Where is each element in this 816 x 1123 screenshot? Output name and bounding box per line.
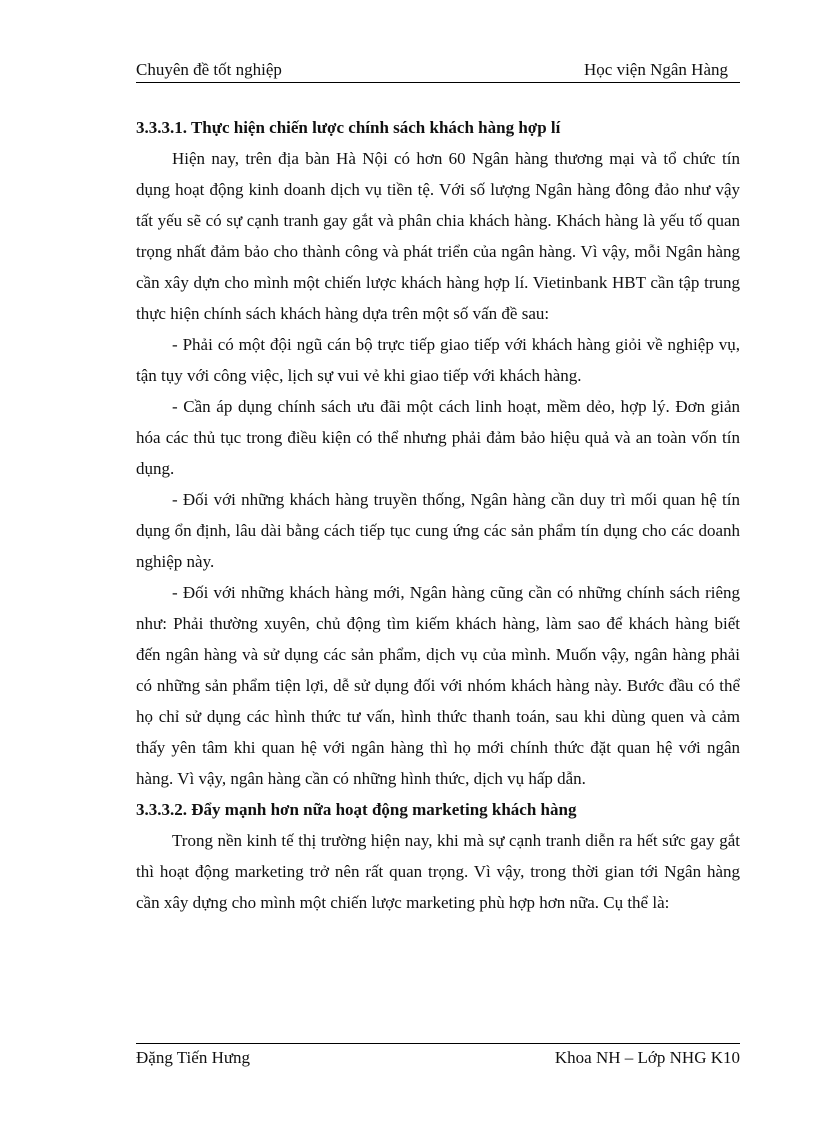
footer-author: Đặng Tiến Hưng: [136, 1048, 251, 1067]
footer-class: Khoa NH – Lớp NHG K10: [554, 1048, 740, 1067]
page-body: [136, 112, 740, 918]
section-heading: 3.3.3.1. Thực hiện chiến lược chính sách khách hàng hợp lí: [136, 118, 561, 137]
page-footer: [136, 1043, 740, 1067]
header-institution: Học viện Ngân Hàng: [584, 60, 728, 79]
header-document-type: Chuyên đề tốt nghiệp: [136, 60, 282, 79]
bullet-paragraph: - Đối với những khách hàng mới, Ngân hàng cũng cần có những chính sách riêng như: Phải thường xuyên, chủ động tìm kiếm khách hàng, làm sao để khách hàng biết đến ngân hàng và sử dụng các sản phẩm, dịch vụ của mình. Muốn vậy, ngân hàng phải có những sản phẩm tiện lợi, dễ sử dụng đối với nhóm khách hàng này. Bước đầu có thể họ chỉ sử dụng các hình thức tư vấn, hình thức thanh toán, sau khi dùng quen và cảm thấy yên tâm khi quan hệ với ngân hàng thì họ mới chính thức đặt quan hệ với ngân hàng. Vì vậy, ngân hàng cần có những hình thức, dịch vụ hấp dẫn.: [136, 583, 740, 788]
section-heading: 3.3.3.2. Đẩy mạnh hơn nữa hoạt động marketing khách hàng: [136, 800, 577, 819]
bullet-paragraph: - Phải có một đội ngũ cán bộ trực tiếp giao tiếp với khách hàng giỏi về nghiệp vụ, tận tụy với công việc, lịch sự vui vẻ khi giao tiếp với khách hàng.: [136, 335, 740, 385]
body-paragraph: Trong nền kinh tế thị trường hiện nay, khi mà sự cạnh tranh diễn ra hết sức gay gắt thì hoạt động marketing trở nên rất quan trọng. Vì vậy, trong thời gian tới Ngân hàng cần xây dựng cho mình một chiến lược marketing phù hợp hơn nữa. Cụ thể là:: [136, 831, 740, 912]
page-header: [136, 58, 740, 83]
bullet-paragraph: - Cần áp dụng chính sách ưu đãi một cách linh hoạt, mềm dẻo, hợp lý. Đơn giản hóa các thủ tục trong điều kiện có thể nhưng phải đảm bảo hiệu quả và an toàn vốn tín dụng.: [136, 397, 740, 478]
bullet-paragraph: - Đối với những khách hàng truyền thống, Ngân hàng cần duy trì mối quan hệ tín dụng ổn định, lâu dài bằng cách tiếp tục cung ứng các sản phẩm tín dụng cho các doanh nghiệp này.: [136, 490, 740, 571]
body-paragraph: Hiện nay, trên địa bàn Hà Nội có hơn 60 Ngân hàng thương mại và tổ chức tín dụng hoạt động kinh doanh dịch vụ tiền tệ. Với số lượng Ngân hàng đông đảo như vậy tất yếu sẽ có sự cạnh tranh gay gắt và phân chia khách hàng. Khách hàng là yếu tố quan trọng nhất đảm bảo cho thành công và phát triển của ngân hàng. Vì vậy, mỗi Ngân hàng cần xây dựn cho mình một chiến lược khách hàng hợp lí. Vietinbank HBT cần tập trung thực hiện chính sách khách hàng dựa trên một số vấn đề sau:: [136, 149, 740, 323]
